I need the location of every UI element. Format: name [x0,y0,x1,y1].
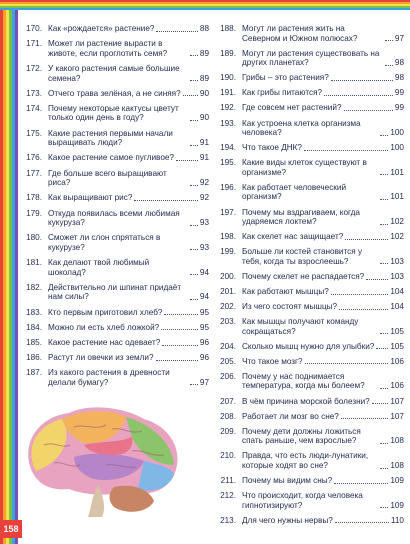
toc-entry-number: 205. [220,356,236,366]
toc-entry-number: 170. [26,24,42,33]
toc-entry-title: Могут ли растения существовать на других планетах? [242,48,380,68]
toc-entry-body [242,476,404,486]
toc-entry-title: Растут ли овечки из земли? [48,353,154,363]
toc-entry [212,412,404,422]
toc-entry-page: 99 [394,88,404,98]
toc-entry [212,24,404,43]
toc-entry-page: 101 [390,192,404,202]
toc-entry-body [48,308,209,318]
toc-entry-page: 91 [199,138,209,148]
toc-entry-number: 208. [220,411,236,421]
toc-entry-body [48,323,209,333]
toc-entry-number: 171. [26,39,42,49]
toc-entry-body [48,104,209,123]
toc-entry [212,208,404,227]
toc-entry-title: Какое растение нас одевает? [48,337,161,347]
toc-entry-title: Может ли растение вырасти в животе, если проглотить семя? [48,39,168,58]
toc-entry-page: 105 [390,341,404,351]
toc-entry [18,39,209,58]
toc-entry-number: 179. [26,208,42,218]
toc-entry [18,323,209,333]
toc-entry [212,357,404,367]
toc-entry-title: Где совсем нет растений? [242,103,342,113]
toc-entry-number: 196. [220,182,236,192]
toc-entry [212,302,404,312]
dot-leader [335,522,389,523]
toc-entry-title: Как работают мышцы? [242,286,329,296]
toc-entry-body [48,353,209,363]
dot-leader [380,388,388,389]
toc-entry [18,308,209,318]
toc-entry-page: 104 [390,286,404,296]
toc-entry [212,119,404,138]
toc-entry-body [242,272,404,282]
dot-leader [190,225,198,226]
toc-entry-body [242,183,404,202]
toc-entry [212,232,404,242]
toc-entry-body [242,73,404,83]
toc-entry-body [48,169,209,188]
toc-entry-number: 199. [220,247,236,257]
toc-entry-number: 181. [26,258,42,268]
toc-entry-title: Как грибы питаются? [242,88,323,98]
toc-entry-page: 100 [390,128,404,138]
toc-entry-body [48,64,209,83]
toc-entry-number: 191. [220,88,236,98]
toc-entry-body [242,208,404,227]
toc-entry-title: Работает ли мозг во сне? [242,411,339,421]
toc-entry-page: 95 [199,322,209,332]
dot-leader [385,65,393,66]
toc-entry [18,233,209,252]
dot-leader [331,294,389,295]
brain-illustration-shapes [28,407,177,517]
toc-entry-page: 89 [199,73,209,83]
toc-entry-body [242,372,404,391]
dot-leader [339,309,388,310]
toc-entry [212,247,404,266]
toc-entry-number: 174. [26,103,42,113]
toc-entry-number: 195. [220,158,236,168]
dot-leader [331,80,393,81]
toc-entry-number: 194. [220,143,236,153]
toc-entry-body [242,287,404,297]
dot-leader [366,279,388,280]
toc-entry-number: 185. [26,337,42,347]
toc-entry-page: 90 [199,113,209,123]
dot-leader [164,314,197,315]
toc-entry-number: 183. [26,307,42,317]
toc-entry-page: 100 [390,143,404,153]
toc-entry-title: Можно ли есть хлеб ложкой? [48,322,160,332]
toc-entry-page: 108 [390,436,404,446]
toc-entry-page: 103 [390,256,404,266]
toc-entry-body [242,491,404,510]
brain-illustration [14,405,189,517]
toc-entry-body [48,39,209,58]
toc-entry-title: Для чего нужны нервы? [242,515,333,525]
toc-entry-page: 106 [390,356,404,366]
toc-entry-body [48,153,209,163]
toc-entry [212,143,404,153]
toc-entry-title: Сколько мышц нужно для улыбки? [242,341,375,351]
toc-entry [212,342,404,352]
dot-leader [324,95,393,96]
toc-entry-page: 102 [390,217,404,227]
toc-entry-title: Как скелет нас защищает? [242,232,344,242]
toc-entry [212,516,404,526]
dot-leader [376,348,388,349]
toc-entry-body [48,338,209,348]
toc-entry-page: 96 [199,337,209,347]
toc-entry-page: 104 [390,302,404,312]
dot-leader [190,384,198,385]
toc-entry-body [242,24,404,43]
toc-entry [212,88,404,98]
dot-leader [385,40,393,41]
toc-entry [18,64,209,83]
toc-entry-number: 178. [26,193,42,203]
toc-entry-body [242,451,404,470]
toc-entry-page: 88 [199,24,209,33]
dot-leader [341,418,388,419]
toc-entry [18,283,209,302]
toc-entry-title: Как делают твой любимый шоколад? [48,258,150,277]
toc-entry [212,73,404,83]
toc-entry-page: 95 [199,307,209,317]
dot-leader [380,224,388,225]
toc-entry [18,368,209,387]
toc-entry-title: Из какого растения в древности делали бумагу? [48,368,170,387]
toc-entry-body [48,258,209,277]
toc-entry-title: В чём причина морской болезни? [242,396,370,406]
toc-entry [18,24,209,34]
toc-entry-body [242,103,404,113]
dot-leader [380,468,388,469]
toc-entry-page: 101 [390,167,404,177]
toc-entry-title: Какие растения первыми начали выращивать люди? [48,128,173,148]
toc-entry [212,372,404,391]
toc-entry [18,104,209,123]
toc-entry-title: Как выращивают рис? [48,193,133,203]
toc-entry-title: Грибы – это растения? [242,73,329,83]
toc-entry-body [242,427,404,446]
dot-leader [380,263,388,264]
page-number: 158 [0,520,22,538]
toc-entry-page: 107 [390,411,404,421]
toc-entry-title: У какого растения самые большие семена? [48,63,180,83]
toc-entry-body [48,89,209,99]
toc-entry-page: 98 [394,58,404,68]
toc-entry-body [48,233,209,252]
toc-entry-page: 93 [199,218,209,228]
toc-entry-number: 192. [220,103,236,113]
toc-entry-number: 213. [220,515,236,525]
toc-left-column [18,24,209,387]
toc-entry-page: 106 [390,381,404,391]
toc-entry-number: 173. [26,88,42,98]
toc-entry-title: Кто первым приготовил хлеб? [48,307,163,317]
toc-entry-title: Могут ли растения жить на Северном и Южном полюсах? [242,24,358,43]
toc-entry-number: 207. [220,396,236,406]
toc-entry-page: 109 [390,475,404,485]
dot-leader [156,360,198,361]
toc-entry-title: Почему некоторые кактусы цветут только один день в году? [48,103,179,123]
toc-entry-number: 190. [220,73,236,83]
toc-entry-title: Какое растение самое пугливое? [48,153,174,163]
toc-entry-title: Где больше всего выращивают риса? [48,168,167,188]
toc-entry-number: 209. [220,426,236,436]
toc-entry-body [48,209,209,228]
toc-entry-number: 193. [220,118,236,128]
toc-entry-page: 103 [390,271,404,281]
toc-entry-title: Почему дети должны ложиться спать раньше, чем взрослые? [242,426,361,446]
toc-entry-page: 109 [390,500,404,510]
toc-entry [212,49,404,68]
toc-entry [212,491,404,510]
toc-entry-number: 175. [26,128,42,138]
toc-entry-number: 180. [26,233,42,243]
toc-entry-body [48,283,209,302]
dot-leader [344,110,393,111]
toc-entry-number: 210. [220,451,236,461]
toc-entry-number: 197. [220,207,236,217]
toc-entry [212,476,404,486]
dot-leader [334,483,388,484]
dot-leader [183,95,198,96]
dot-leader [380,135,388,136]
toc-entry-number: 201. [220,286,236,296]
dot-leader [190,55,198,56]
toc-entry-body [48,24,209,34]
toc-entry [212,317,404,336]
toc-entry-number: 187. [26,368,42,378]
toc-entry-body [242,342,404,352]
toc-entry-body [48,193,209,203]
toc-entry-title: Действительно ли шпинат придаёт нам силы? [48,282,182,302]
toc-entry-page: 99 [394,103,404,113]
toc-entry-title: Отчего трава зелёная, а не синяя? [48,88,181,98]
toc-entry [212,287,404,297]
toc-entry-body [48,129,209,148]
toc-entry-number: 184. [26,322,42,332]
toc-entry-title: Больше ли костей становится у тебя, когда ты взрослеешь? [242,247,363,266]
toc-entry [18,353,209,363]
toc-entry-number: 182. [26,282,42,292]
toc-entry-page: 97 [199,377,209,387]
toc-entry-title: Что происходит, когда человека гипнотизируют? [242,491,363,510]
toc-entry-title: Что такое ДНК? [242,143,302,153]
toc-entry-page: 94 [199,267,209,277]
toc-entry-number: 203. [220,317,236,327]
dot-leader [190,299,198,300]
toc-entry [212,451,404,470]
toc-entry-body [242,88,404,98]
toc-entry-page: 97 [394,33,404,43]
toc-entry [212,103,404,113]
dot-leader [190,185,198,186]
toc-entry-page: 91 [199,153,209,163]
toc-entry-body [242,119,404,138]
toc-entry-body [242,357,404,367]
toc-entry-body [242,516,404,526]
toc-entry-page: 96 [199,353,209,363]
toc-entry-body [242,247,404,266]
toc-entry-body [242,317,404,336]
dot-leader [176,160,198,161]
toc-entry-number: 202. [220,302,236,312]
toc-entry-body [242,302,404,312]
toc-entry-title: Как устроена клетка организма человека? [242,118,361,138]
toc-entry-number: 186. [26,353,42,363]
dot-leader [162,345,198,346]
dot-leader [190,274,198,275]
rainbow-top-border [0,0,410,10]
toc-entry-body [242,397,404,407]
toc-entry-page: 90 [199,88,209,98]
toc-entry [18,209,209,228]
toc-entry-title: Правда, что есть люди-лунатики, которые ходят во сне? [242,451,369,470]
dot-leader [190,120,198,121]
toc-entry-page: 89 [199,48,209,58]
dot-leader [190,249,198,250]
dot-leader [156,31,197,32]
toc-entry-title: Откуда появилась всеми любимая кукуруза? [48,208,180,228]
toc-entry-number: 176. [26,153,42,163]
toc-entry-number: 188. [220,24,236,33]
toc-entry-number: 211. [220,475,236,485]
toc-entry-body [48,368,209,387]
dot-leader [345,239,388,240]
toc-entry-title: Как «рождается» растение? [48,24,155,33]
toc-entry [18,338,209,348]
toc-entry-body [242,232,404,242]
toc-entry [18,153,209,163]
dot-leader [372,403,389,404]
dot-leader [190,145,198,146]
toc-entry-title: Почему мы видим сны? [242,475,333,485]
toc-entry-number: 206. [220,371,236,381]
toc-entry-page: 92 [199,193,209,203]
toc-entry-title: Какие виды клеток существуют в организме? [242,158,367,177]
dot-leader [380,333,388,334]
toc-entry-number: 177. [26,168,42,178]
toc-entry-title: Почему мы вздрагиваем, когда ударяемся локтем? [242,207,360,227]
toc-entry-title: Сможет ли слон спрятаться в кукурузе? [48,233,161,252]
toc-entry-page: 110 [390,515,404,525]
toc-entry-page: 105 [390,326,404,336]
toc-entry-title: Что такое мозг? [242,356,303,366]
dot-leader [380,443,388,444]
toc-entry-title: Как мышцы получают команду сокращаться? [242,317,359,336]
toc-entry-number: 172. [26,63,42,73]
toc-entry-title: Почему у нас поднимается температура, когда мы болеем? [242,371,365,391]
toc-entry [18,129,209,148]
toc-entry-number: 200. [220,271,236,281]
toc-entry-page: 94 [199,292,209,302]
toc-entry-title: Из чего состоят мышцы? [242,302,338,312]
toc-right-column [212,24,404,525]
dot-leader [305,363,389,364]
toc-entry [212,427,404,446]
toc-entry-number: 204. [220,341,236,351]
toc-entry [18,258,209,277]
toc-entry [212,272,404,282]
toc-entry-body [242,412,404,422]
toc-entry-body [242,158,404,177]
toc-entry-number: 189. [220,48,236,58]
toc-entry [18,89,209,99]
toc-entry [18,169,209,188]
dot-leader [134,200,197,201]
dot-leader [190,80,198,81]
toc-entry [212,158,404,177]
dot-leader [380,174,388,175]
toc-entry-title: Почему скелет не распадается? [242,271,365,281]
toc-entry-page: 102 [390,232,404,242]
dot-leader [304,150,388,151]
toc-entry [18,193,209,203]
dot-leader [380,199,388,200]
toc-entry [212,183,404,202]
toc-entry-page: 93 [199,242,209,252]
toc-entry-number: 198. [220,232,236,242]
toc-entry-number: 212. [220,491,236,501]
toc-entry-page: 108 [390,460,404,470]
toc-entry-page: 92 [199,178,209,188]
dot-leader [161,329,198,330]
toc-entry-page: 98 [394,73,404,83]
toc-entry [212,397,404,407]
toc-entry-body [242,143,404,153]
toc-entry-page: 107 [390,396,404,406]
dot-leader [380,507,388,508]
toc-entry-body [242,49,404,68]
toc-entry-title: Как работает человеческий организм? [242,182,347,202]
